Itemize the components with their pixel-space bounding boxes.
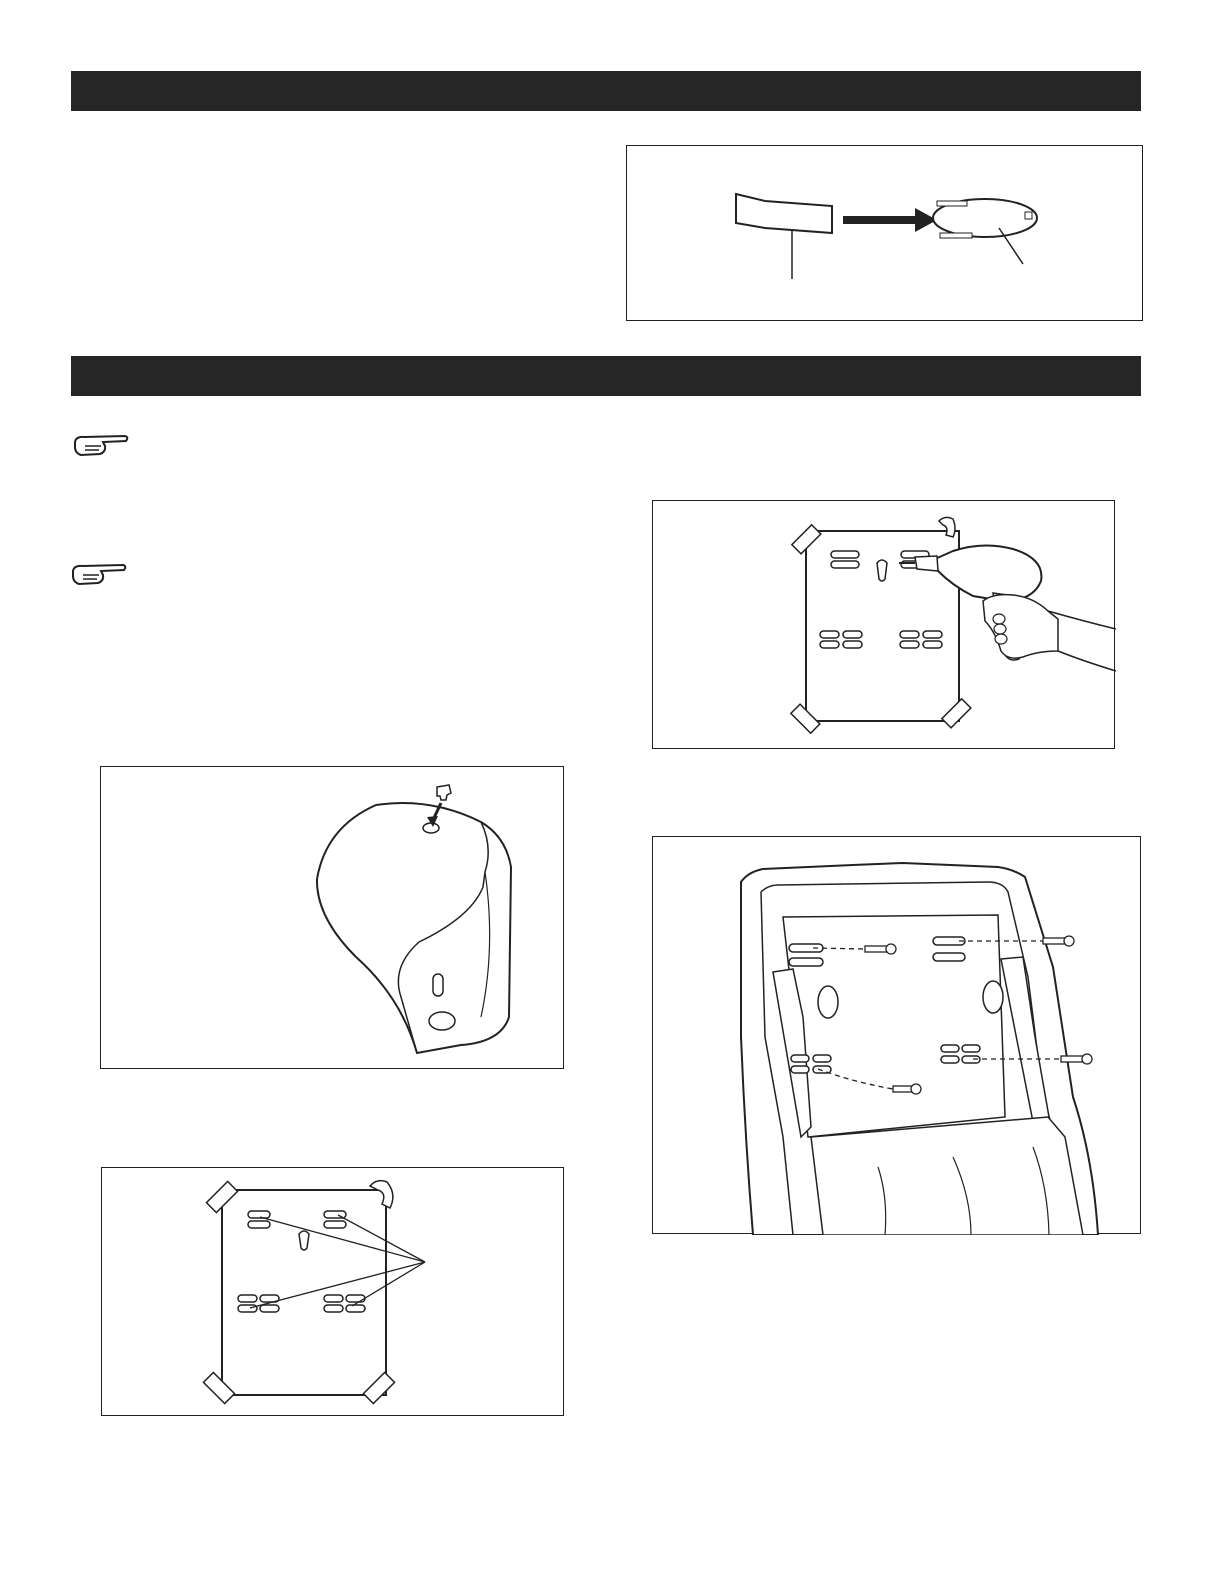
section-header-bar-2 (71, 356, 1141, 396)
note-1 (73, 432, 131, 463)
label-card (736, 194, 832, 233)
screw-2 (1043, 936, 1074, 946)
screw-mounting-drawing (653, 837, 1142, 1235)
keyhole-slot (299, 1231, 309, 1250)
key-insertion-figure (626, 145, 1143, 321)
template-taped-figure (101, 1167, 564, 1416)
fingers (993, 614, 1007, 644)
template-drawing (102, 1168, 565, 1417)
pointing-hand-icon (73, 432, 131, 458)
roll-hub-right (983, 981, 1003, 1013)
screw-4 (1061, 1054, 1092, 1064)
key-slot (423, 823, 439, 833)
dispenser-push-button (429, 1012, 455, 1030)
insert-arrow-shaft (843, 216, 918, 224)
drilling-figure (652, 500, 1115, 749)
dispenser-drawing (101, 767, 565, 1070)
keyhole-slot (877, 560, 887, 581)
dispenser-key-slot-figure (100, 766, 564, 1069)
section-header-bar-1 (71, 71, 1141, 111)
mounting-template (222, 1190, 386, 1395)
screw-1 (865, 944, 896, 954)
key-insertion-drawing (627, 146, 1144, 322)
slot-tab-bottom (940, 233, 972, 238)
roll-hub-left (818, 986, 838, 1018)
screw-mounting-figure (652, 836, 1141, 1234)
slot-tab-top (937, 201, 967, 206)
key-icon (437, 785, 451, 800)
drill-chuck (915, 556, 938, 571)
slot-notch (1025, 212, 1032, 219)
note-2 (71, 561, 129, 592)
pointing-hand-icon (71, 561, 129, 587)
dispenser-window (433, 974, 443, 996)
screw-3 (893, 1084, 921, 1094)
drilling-drawing (653, 501, 1116, 750)
